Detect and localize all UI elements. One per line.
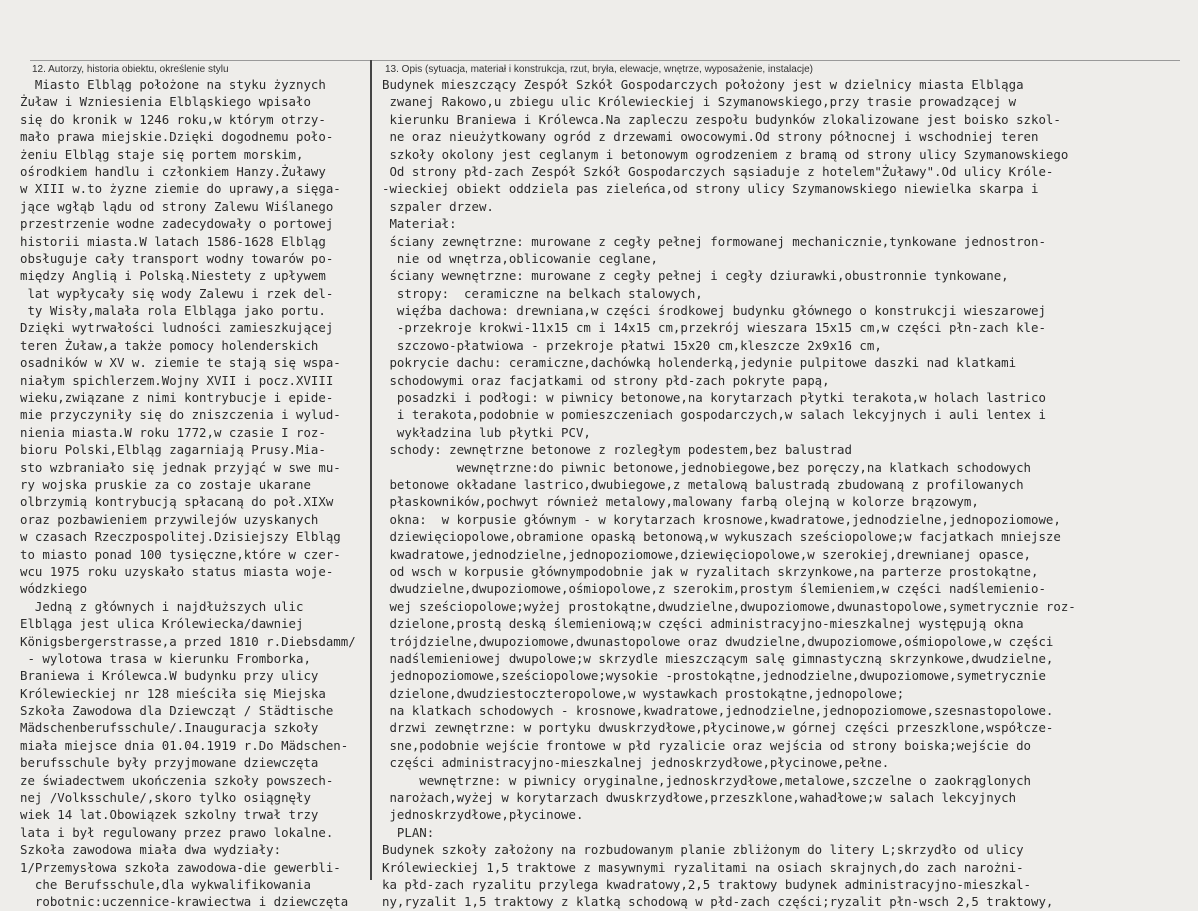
text-line: sto wzbraniało się jednak przyjąć w swe mu- bbox=[20, 459, 341, 475]
text-line: ty Wisły,malała rola Elbląga jako portu. bbox=[20, 303, 326, 319]
text-line: drzwi zewnętrzne: w portyku dwuskrzydłowe,płycinowe,w górnej części przeszklone,współcze- bbox=[382, 720, 1054, 736]
text-line: Szkoła zawodowa miała dwa wydziały: bbox=[20, 842, 282, 858]
text-line: ka płd-zach ryzalitu przylega kwadratowy,2,5 traktowy budynek administracyjno-mieszkal- bbox=[382, 876, 1032, 892]
text-line: lat wypłycały się wody Zalewu i rzek del- bbox=[20, 285, 334, 301]
text-line: miała miejsce dnia 01.04.1919 r.Do Mädschen- bbox=[20, 737, 349, 753]
section-12-header: 12. Autorzy, historia obiektu, określenie stylu bbox=[32, 64, 229, 75]
text-line: Miasto Elbląg położone na styku żyznych bbox=[20, 77, 326, 92]
text-line: Od strony płd-zach Zespół Szkół Gospodarczych sąsiaduje z hotelem"Żuławy".Od ulicy Króle- bbox=[382, 163, 1054, 179]
text-line: między Anglią i Polską.Niestety z upływem bbox=[20, 268, 326, 284]
text-line: -przekroje krokwi-11x15 cm i 14x15 cm,przekrój wieszara 15x15 cm,w części płn-zach kle- bbox=[382, 320, 1046, 336]
text-line: dzielone,prostą deską ślemieniową;w części administracyjno-mieszkalnej występują okna bbox=[382, 616, 1024, 632]
text-line: pokrycie dachu: ceramiczne,dachówką holenderką,jedynie pulpitowe daszki nad klatkami bbox=[382, 355, 1017, 371]
text-line: posadzki i podłogi: w piwnicy betonowe,na korytarzach płytki terakota,w holach lastrico bbox=[382, 390, 1046, 406]
text-line: wej sześciopolowe;wyżej prostokątne,dwudzielne,dwupoziomowe,dwunastopolowe,symetrycznie roz- bbox=[382, 598, 1076, 614]
description-column bbox=[382, 76, 1182, 911]
text-line: części administracyjno-mieszkalnej jednoskrzydłowe,płycinowe,pełne. bbox=[382, 755, 890, 771]
text-line: zwanej Rakowo,u zbiegu ulic Królewieckiej i Szymanowskiego,przy trasie prowadzącej w bbox=[382, 94, 1017, 110]
text-line: się do kronik w 1246 roku,w którym otrzy- bbox=[20, 111, 326, 127]
text-line: Budynek szkoły założony na rozbudowanym planie zbliżonym do litery L;skrzydło od ulicy bbox=[382, 842, 1024, 858]
text-line: więźba dachowa: drewniana,w części środkowej budynku głównego o konstrukcji wieszarowej bbox=[382, 303, 1046, 319]
text-line: ściany wewnętrzne: murowane z cegły pełnej i cegły dziurawki,obustronnie tynkowane, bbox=[382, 268, 1009, 284]
column-divider bbox=[370, 60, 372, 880]
text-line: oraz pozbawieniem przywilejów uzyskanych bbox=[20, 511, 319, 527]
text-line: Królewieckiej nr 128 mieściła się Miejska bbox=[20, 685, 326, 701]
text-line: płaskowników,pochwyt również metalowy,malowany farbą olejną w kolorze brązowym, bbox=[382, 494, 979, 510]
text-line: w czasach Rzeczpospolitej.Dzisiejszy Elbląg bbox=[20, 529, 341, 545]
text-line: PLAN: bbox=[382, 824, 435, 840]
text-line: - wylotowa trasa w kierunku Fromborka, bbox=[20, 650, 311, 666]
text-line: żeniu Elbląg staje się portem morskim, bbox=[20, 146, 304, 162]
text-line: ściany zewnętrzne: murowane z cegły pełnej formowanej mechanicznie,tynkowane jednostron- bbox=[382, 233, 1046, 249]
text-line: dziewięciopolowe,obramione opaską betonową,w wykuszach sześciopolowe;w facjatkach mniejsze bbox=[382, 529, 1061, 545]
text-line: schodowymi oraz facjatkami od strony płd-zach pokryte papą, bbox=[382, 372, 830, 388]
text-line: nienia miasta.W roku 1772,w czasie I roz- bbox=[20, 424, 326, 440]
text-line: osadników w XV w. ziemie te stają się wspa- bbox=[20, 355, 341, 371]
text-line: wcu 1975 roku uzyskało status miasta woje- bbox=[20, 563, 334, 579]
text-line: wykładzina lub płytki PCV, bbox=[382, 424, 591, 440]
section-13-header: 13. Opis (sytuacja, materiał i konstrukcja, rzut, bryła, elewacje, wnętrze, wyposażenie, instalacje) bbox=[385, 64, 813, 75]
text-line: mało prawa miejskie.Dzięki dogodnemu poło- bbox=[20, 129, 334, 145]
text-line: -wieckiej obiekt oddziela pas zieleńca,od strony ulicy Szymanowskiego niewielka skarpa i bbox=[382, 181, 1039, 197]
text-line: historii miasta.W latach 1586-1628 Elbląg bbox=[20, 233, 326, 249]
text-line: Königsbergerstrasse,a przed 1810 r.Diebsdamm/ bbox=[20, 633, 356, 649]
text-line: Dzięki wytrwałości ludności zamieszkującej bbox=[20, 320, 334, 336]
text-line: kierunku Braniewa i Królewca.Na zapleczu zespołu budynków zlokalizowane jest boisko szkol- bbox=[382, 111, 1061, 127]
history-column bbox=[20, 76, 368, 911]
text-line: ry wojska pruskie za co zostaje ukarane bbox=[20, 476, 311, 492]
text-line: che Berufsschule,dla wykwalifikowania bbox=[20, 876, 311, 892]
text-line: wieku,związane z nimi kontrybucje i epide- bbox=[20, 390, 334, 406]
text-line: i terakota,podobnie w pomieszczeniach gospodarczych,w salach lekcyjnych i auli lentex i bbox=[382, 407, 1046, 423]
text-line: nej /Volksschule/,skoro tylko osiągnęły bbox=[20, 790, 311, 806]
text-line: Materiał: bbox=[382, 216, 457, 232]
text-line: berufsschule były przyjmowane dziewczęta bbox=[20, 755, 319, 771]
text-line: wewnętrzne: w piwnicy oryginalne,jednoskrzydłowe,metalowe,szczelne o zaokrąglonych bbox=[382, 772, 1032, 788]
text-line: jednopoziomowe,sześciopolowe;wysokie -prostokątne,jednodzielne,dwupoziomowe,symetrycznie bbox=[382, 668, 1046, 684]
text-line: 1/Przemysłowa szkoła zawodowa-die gewerbli- bbox=[20, 859, 341, 875]
text-line: robotnic:uczennice-krawiectwa i dziewczęta bbox=[20, 894, 349, 910]
header-rule bbox=[30, 60, 1180, 61]
text-line: dzielone,dwudziestoczteropolowe,w wystawkach prostokątne,jednopolowe; bbox=[382, 685, 905, 701]
text-line: ośrodkiem handlu i członkiem Hanzy.Żuławy bbox=[20, 163, 326, 179]
text-line: to miasto ponad 100 tysięczne,które w czer- bbox=[20, 546, 341, 562]
text-line: bioru Polski,Elbląg zagarniają Prusy.Mia- bbox=[20, 442, 326, 458]
text-line: szczowo-płatwiowa - przekroje płatwi 15x20 cm,kleszcze 2x9x16 cm, bbox=[382, 337, 882, 353]
text-line: wiek 14 lat.Obowiązek szkolny trwał trzy bbox=[20, 807, 319, 823]
text-line: na klatkach schodowych - krosnowe,kwadratowe,jednodzielne,jednopoziomowe,szesnastopolowe. bbox=[382, 703, 1054, 719]
text-line: Żuław i Wzniesienia Elbląskiego wpisało bbox=[20, 94, 311, 110]
text-line: Królewieckiej 1,5 traktowe z masywnymi ryzalitami na osiach skrajnych,do zach narożni- bbox=[382, 859, 1024, 875]
text-line: lata i był regulowany przez prawo lokalne. bbox=[20, 824, 334, 840]
text-line: Budynek mieszczący Zespół Szkół Gospodarczych położony jest w dzielnicy miasta Elbląga bbox=[382, 77, 1024, 92]
text-line: jednoskrzydłowe,płycinowe. bbox=[382, 807, 584, 823]
text-line: szkoły okolony jest ceglanym i betonowym ogrodzeniem z bramą od strony ulicy Szymanowskiego bbox=[382, 146, 1069, 162]
text-line: Mädschenberufsschule/.Inauguracja szkoły bbox=[20, 720, 319, 736]
text-line: teren Żuław,a także pomocy holenderskich bbox=[20, 337, 319, 353]
text-line: od wsch w korpusie głównympodobnie jak w ryzalitach skrzynkowe,na parterze prostokątne, bbox=[382, 563, 1039, 579]
text-line: wewnętrzne:do piwnic betonowe,jednobiegowe,bez poręczy,na klatkach schodowych bbox=[382, 459, 1032, 475]
text-line: Braniewa i Królewca.W budynku przy ulicy bbox=[20, 668, 319, 684]
text-line: ny,ryzalit 1,5 traktowy z klatką schodową w płd-zach części;ryzalit płn-wsch 2,5 traktowy, bbox=[382, 894, 1054, 910]
text-line: ze świadectwem ukończenia szkoły powszech- bbox=[20, 772, 334, 788]
text-line: wódzkiego bbox=[20, 581, 88, 597]
text-line: olbrzymią kontrybucją spłacaną do poł.XIXw bbox=[20, 494, 334, 510]
text-line: nadślemieniowej dwupolowe;w skrzydle mieszczącym salę gimnastyczną skrzynkowe,dwudzielne, bbox=[382, 650, 1054, 666]
text-line: kwadratowe,jednodzielne,jednopoziomowe,dziewięciopolowe,w szerokiej,drewnianej opasce, bbox=[382, 546, 1032, 562]
text-line: w XIII w.to żyzne ziemie do uprawy,a sięga- bbox=[20, 181, 341, 197]
text-line: niałym spichlerzem.Wojny XVII i pocz.XVIII bbox=[20, 372, 334, 388]
text-line: stropy: ceramiczne na belkach stalowych, bbox=[382, 285, 703, 301]
text-line: sne,podobnie wejście frontowe w płd ryzalicie oraz wejścia od strony boiska;wejście do bbox=[382, 737, 1032, 753]
text-line: trójdzielne,dwupoziomowe,dwunastopolowe oraz dwudzielne,dwupoziomowe,ośmiopolowe,w części bbox=[382, 633, 1054, 649]
text-line: szpaler drzew. bbox=[382, 198, 494, 214]
text-line: narożach,wyżej w korytarzach dwuskrzydłowe,przeszklone,wahadłowe;w salach lekcyjnych bbox=[382, 790, 1017, 806]
text-line: obsługuje cały transport wodny towarów po- bbox=[20, 250, 334, 266]
text-line: jące wgłąb lądu od strony Zalewu Wiślanego bbox=[20, 198, 334, 214]
text-line: betonowe okładane lastrico,dwubiegowe,z metalową balustradą zbudowaną z profilowanych bbox=[382, 476, 1024, 492]
text-line: Elbląga jest ulica Królewiecka/dawniej bbox=[20, 616, 304, 632]
text-line: przestrzenie wodne zadecydowały o portowej bbox=[20, 216, 334, 232]
text-line: mie przyczyniły się do zniszczenia i wylud- bbox=[20, 407, 341, 423]
text-line: Jedną z głównych i najdłuższych ulic bbox=[20, 598, 304, 614]
text-line: okna: w korpusie głównym - w korytarzach krosnowe,kwadratowe,jednodzielne,jednopoziomowe, bbox=[382, 511, 1061, 527]
text-line: ne oraz nieużytkowany ogród z drzewami owocowymi.Od strony północnej i wschodniej teren bbox=[382, 129, 1039, 145]
text-line: Szkoła Zawodowa dla Dziewcząt / Städtische bbox=[20, 703, 334, 719]
text-line: schody: zewnętrzne betonowe z rozległym podestem,bez balustrad bbox=[382, 442, 852, 458]
text-line: nie od wnętrza,oblicowanie ceglane, bbox=[382, 250, 659, 266]
text-line: dwudzielne,dwupoziomowe,ośmiopolowe,z szerokim,prostym ślemieniem,w części nadślemienio- bbox=[382, 581, 1046, 597]
